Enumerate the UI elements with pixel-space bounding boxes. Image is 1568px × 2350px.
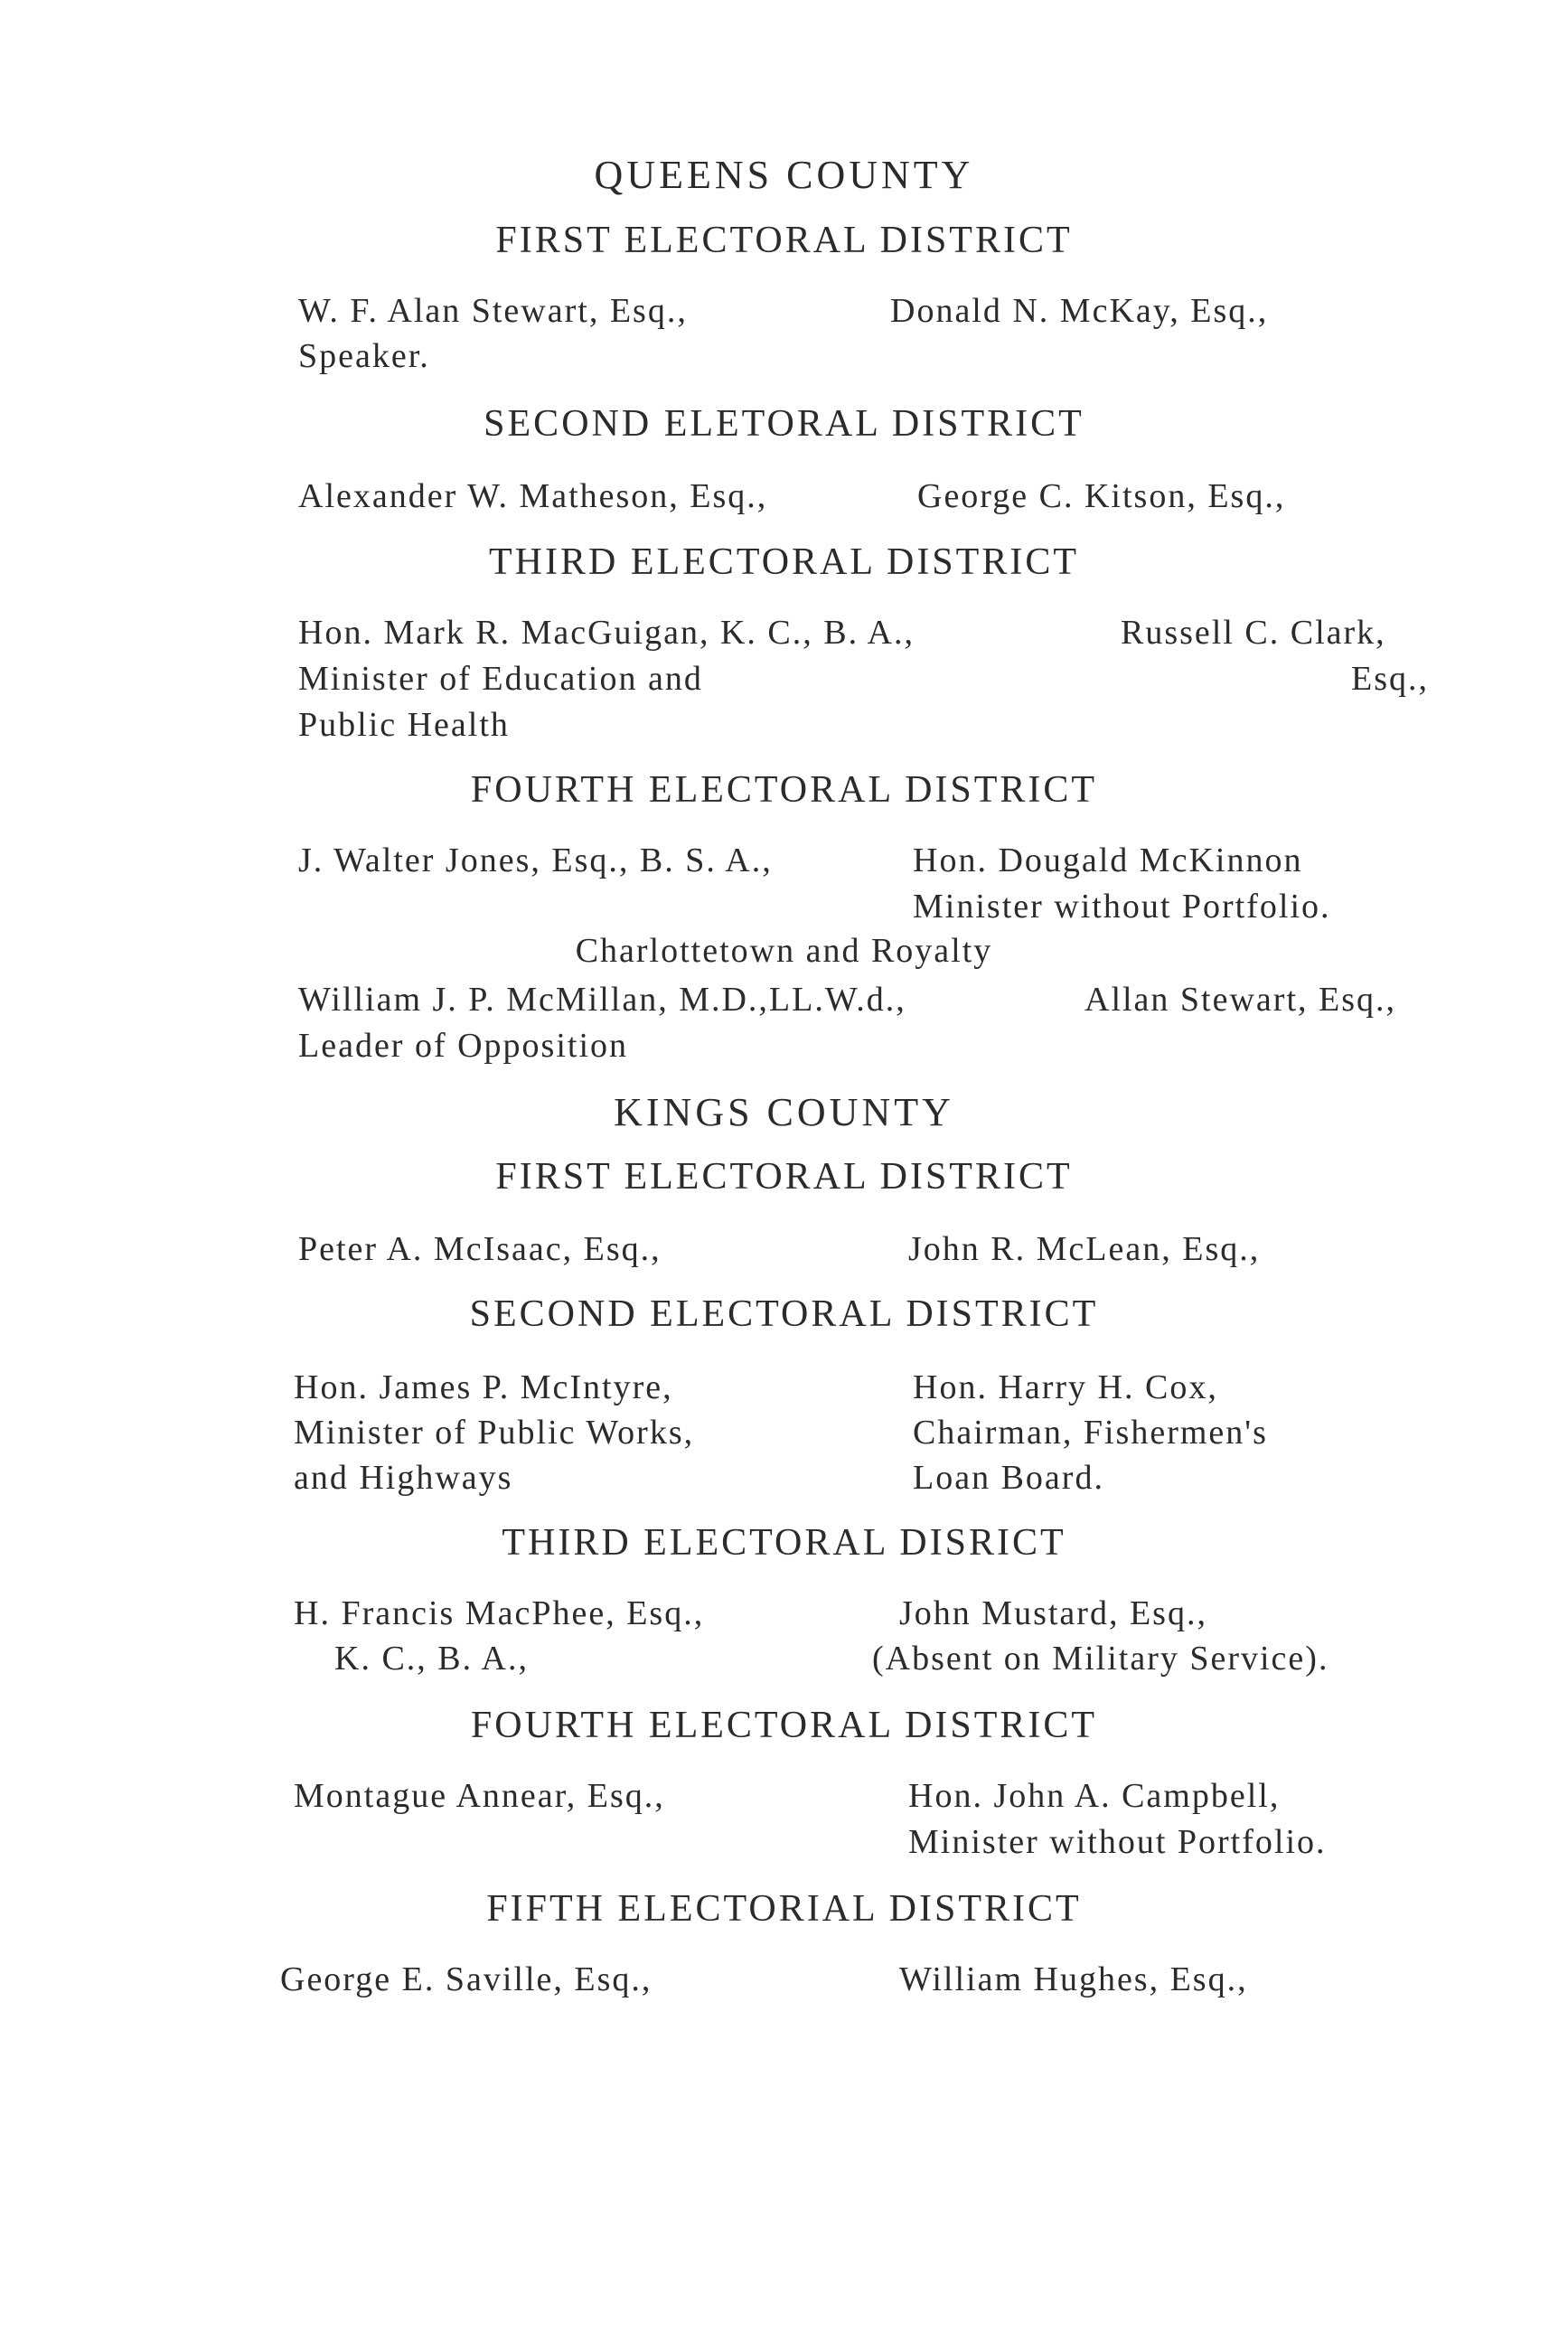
member-name: Hon. Harry H. Cox, [913,1368,1218,1406]
member-title: Minister of Public Works, [294,1414,695,1452]
member-name: Alexander W. Matheson, Esq., [298,477,768,515]
member-name: George C. Kitson, Esq., [917,477,1286,515]
district-heading-queens-fourth: FOURTH ELECTORAL DISTRICT [470,769,1098,811]
member-title: K. C., B. A., [334,1640,529,1678]
district-heading-kings-fifth: FIFTH ELECTORIAL DISTRICT [486,1888,1082,1930]
member-name: Peter A. McIsaac, Esq., [298,1230,662,1268]
member-name: Donald N. McKay, Esq., [890,292,1269,330]
district-heading-queens-second: SECOND ELETORAL DISTRICT [484,403,1084,445]
member-name: H. Francis MacPhee, Esq., [294,1594,705,1632]
county-heading-kings: KINGS COUNTY [614,1090,954,1134]
member-title: and Highways [294,1459,513,1497]
member-title: Minister of Education and [298,660,703,698]
member-name: W. F. Alan Stewart, Esq., [298,292,688,330]
member-name: William J. P. McMillan, M.D.,LL.W.d., [298,981,906,1019]
member-name: J. Walter Jones, Esq., B. S. A., [298,841,773,879]
member-name: John Mustard, Esq., [899,1594,1207,1632]
member-name: John R. McLean, Esq., [908,1230,1261,1268]
member-title: Leader of Opposition [298,1027,629,1065]
member-title: Chairman, Fishermen's [913,1414,1268,1452]
member-title: Speaker. [298,337,430,375]
member-title: Public Health [298,706,510,744]
member-name: Montague Annear, Esq., [294,1777,665,1815]
member-title: Esq., [1351,660,1429,698]
member-name: Hon. Mark R. MacGuigan, K. C., B. A., [298,614,915,652]
member-title: Loan Board. [913,1459,1104,1497]
sub-district-heading: Charlottetown and Royalty [575,932,993,970]
county-heading-queens: QUEENS COUNTY [594,153,974,197]
member-title: Minister without Portfolio. [908,1823,1327,1861]
district-heading-kings-first: FIRST ELECTORAL DISTRICT [495,1156,1073,1198]
district-heading-kings-second: SECOND ELECTORAL DISTRICT [469,1293,1099,1335]
member-name: Russell C. Clark, [1121,614,1386,652]
member-title: (Absent on Military Service). [872,1640,1329,1678]
member-name: Allan Stewart, Esq., [1084,981,1397,1019]
district-heading-queens-third: THIRD ELECTORAL DISTRICT [489,541,1079,583]
district-heading-kings-fourth: FOURTH ELECTORAL DISTRICT [470,1705,1098,1746]
member-name: William Hughes, Esq., [899,1960,1248,1998]
member-name: Hon. John A. Campbell, [908,1777,1281,1815]
member-title: Minister without Portfolio. [913,888,1331,926]
member-name: Hon. James P. McIntyre, [294,1368,673,1406]
member-name: Hon. Dougald McKinnon [913,841,1303,879]
member-name: George E. Saville, Esq., [280,1960,653,1998]
district-heading-queens-first: FIRST ELECTORAL DISTRICT [495,220,1073,261]
district-heading-kings-third: THIRD ELECTORAL DISRICT [502,1522,1066,1564]
